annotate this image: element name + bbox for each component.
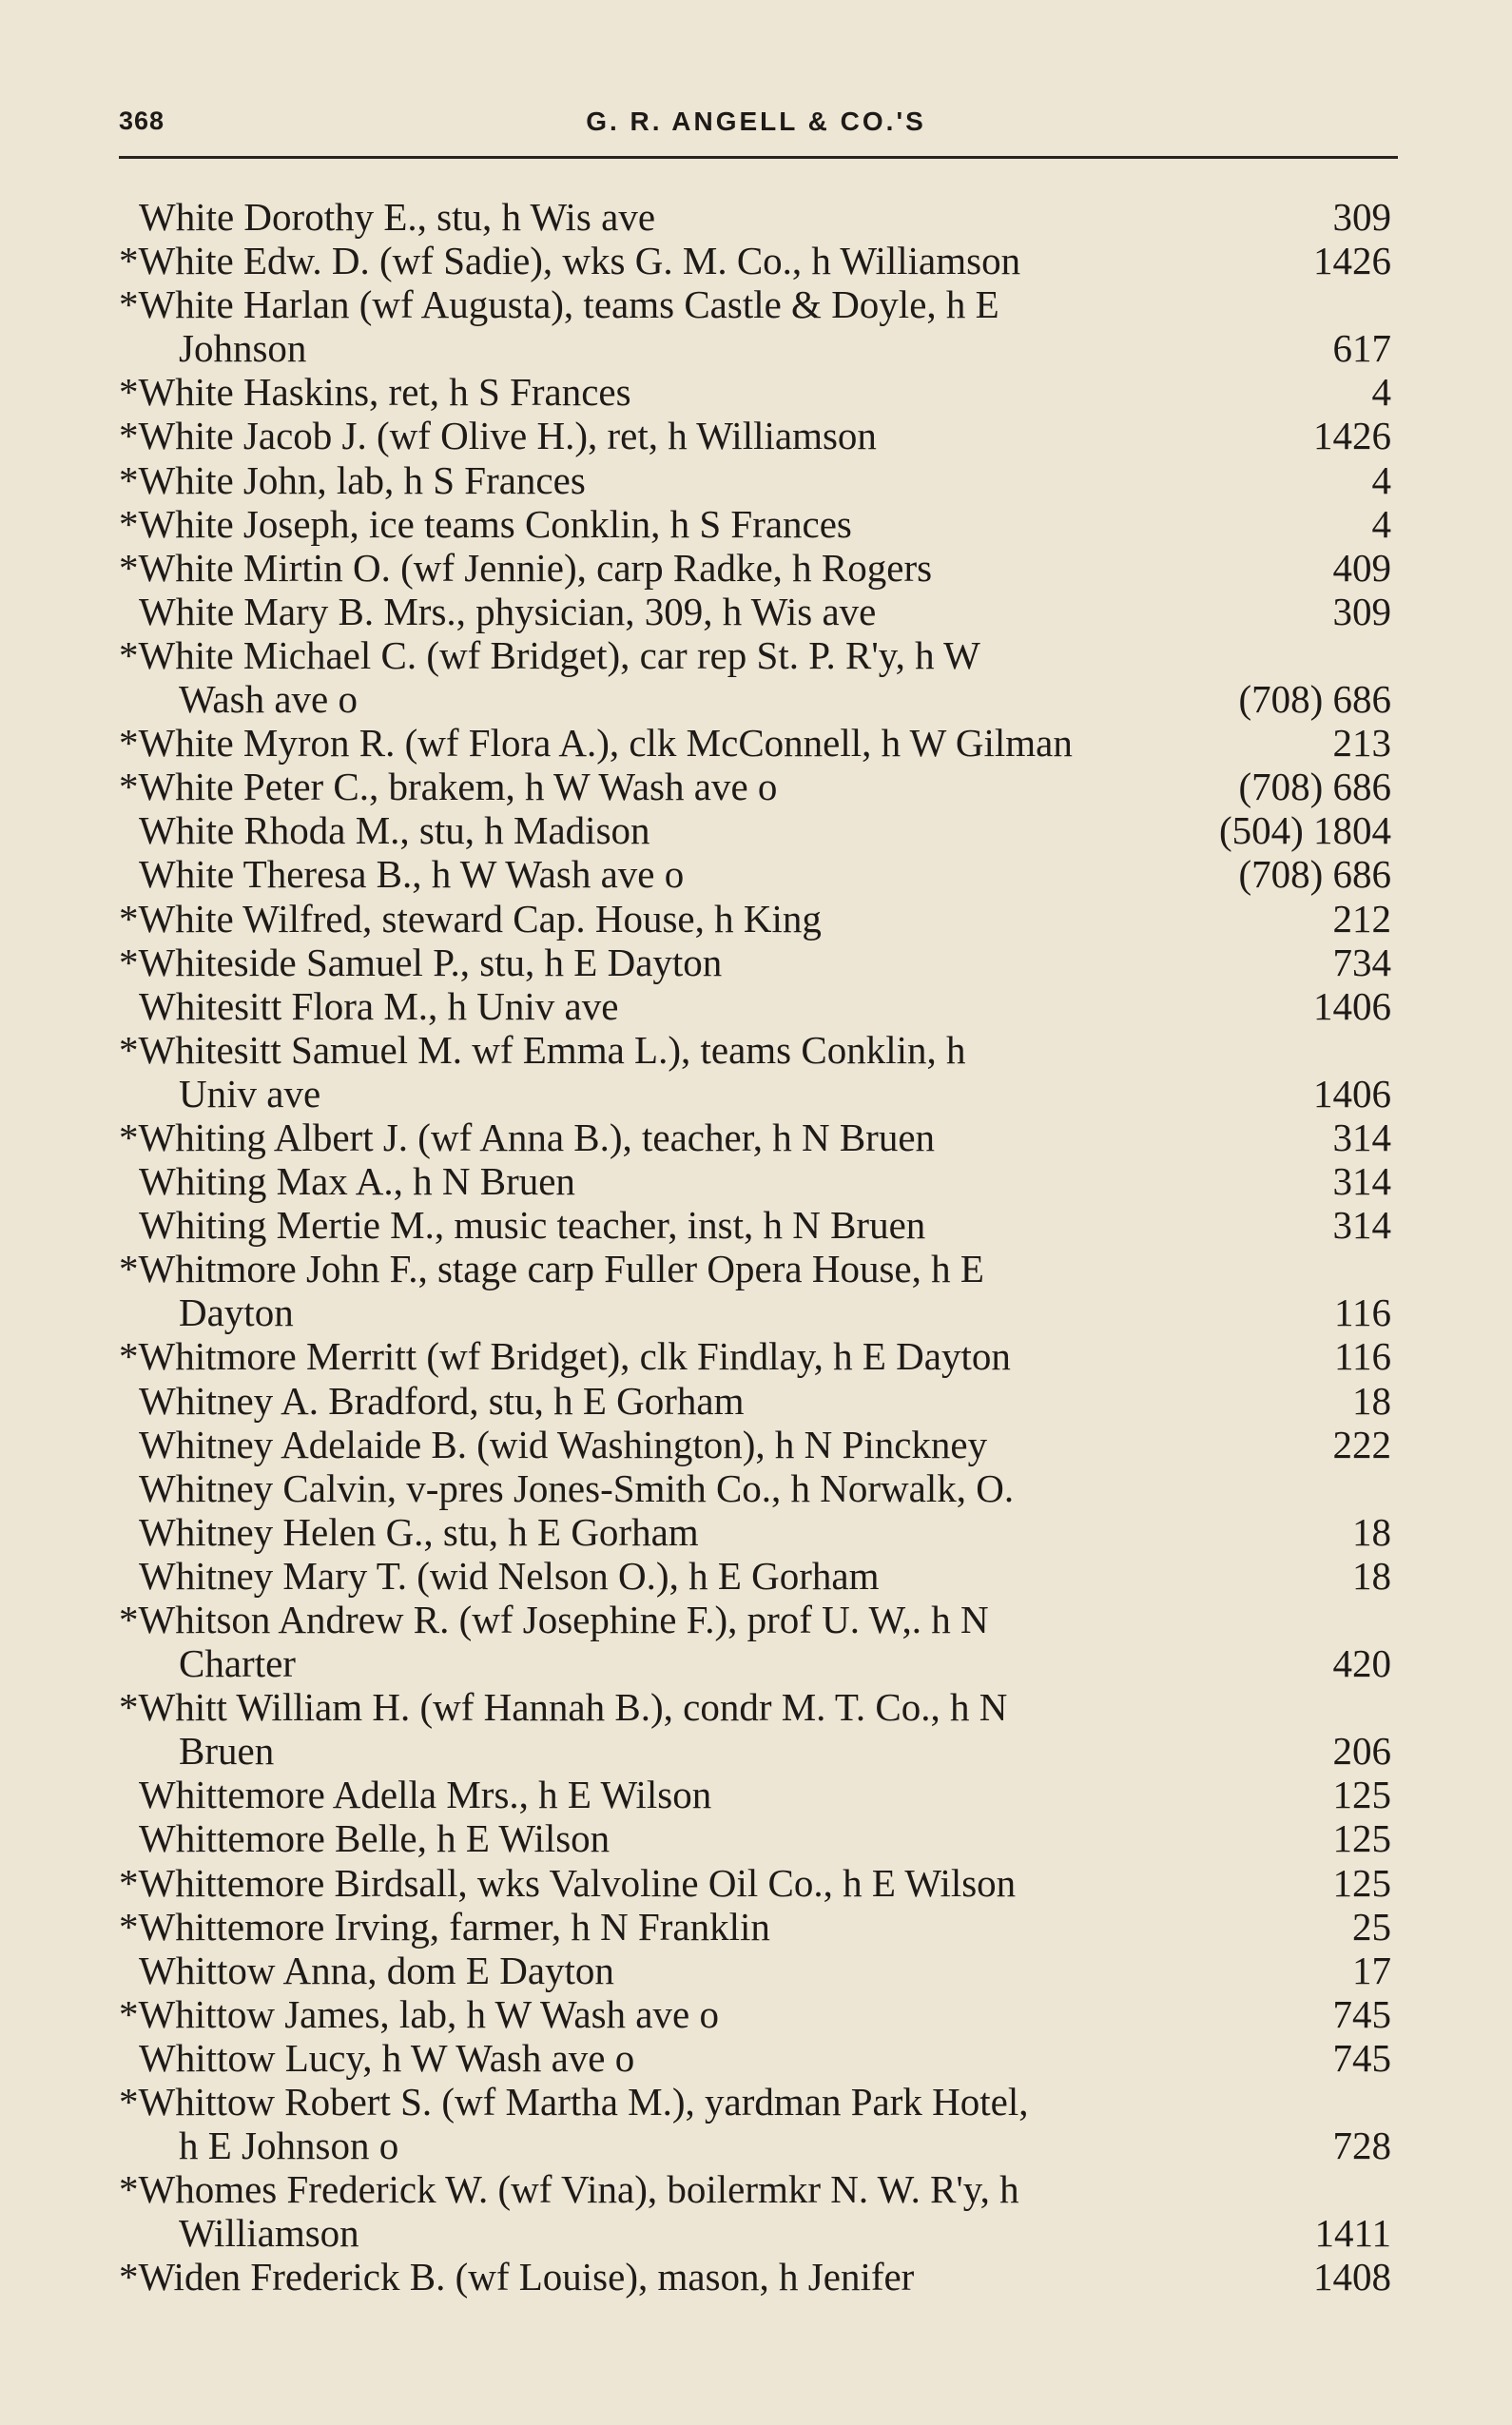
- directory-entries: [0, 195, 1512, 2299]
- entry-text: *White Wilfred, steward Cap. House, h King: [119, 896, 822, 941]
- directory-entry: [0, 633, 1512, 677]
- directory-entry: [0, 897, 1512, 941]
- directory-entry: [0, 1510, 1512, 1554]
- entry-number: 116: [1334, 1334, 1391, 1379]
- entry-text: White Theresa B., h W Wash ave o: [139, 852, 685, 897]
- directory-entry: [0, 1641, 1512, 1685]
- entry-text: Charter: [179, 1641, 296, 1686]
- entry-number: 745: [1332, 2035, 1391, 2080]
- entry-text: *Whittow James, lab, h W Wash ave o: [119, 1991, 719, 2036]
- entry-text: *Whittow Robert S. (wf Martha M.), yardman Park Hotel,: [119, 2080, 1029, 2124]
- directory-entry: [0, 546, 1512, 590]
- entry-number: (708) 686: [1238, 677, 1391, 722]
- entry-number: 18: [1352, 1378, 1391, 1423]
- directory-entry: [0, 1554, 1512, 1598]
- entry-text: *Whitesitt Samuel M. wf Emma L.), teams Conklin, h: [119, 1027, 966, 1072]
- entry-number: 1426: [1313, 239, 1391, 283]
- entry-number: (708) 686: [1238, 852, 1391, 897]
- directory-entry: [0, 1816, 1512, 1860]
- entry-text: Whittemore Belle, h E Wilson: [139, 1816, 611, 1861]
- entry-text: Whiting Mertie M., music teacher, inst, h N Bruen: [139, 1203, 926, 1248]
- entry-text: Whitney Helen G., stu, h E Gorham: [139, 1509, 699, 1554]
- directory-entry: [0, 1203, 1512, 1247]
- directory-entry: [0, 590, 1512, 633]
- entry-number: 4: [1371, 370, 1391, 415]
- entry-text: White Mary B. Mrs., physician, 309, h Wis ave: [139, 589, 877, 633]
- entry-number: 309: [1332, 195, 1391, 239]
- entry-number: 125: [1332, 1860, 1391, 1905]
- directory-entry: [0, 677, 1512, 721]
- entry-number: 420: [1332, 1641, 1391, 1686]
- entry-text: *White Jacob J. (wf Olive H.), ret, h Williamson: [119, 414, 877, 458]
- entry-number: 222: [1332, 1422, 1391, 1466]
- entry-number: 314: [1332, 1203, 1391, 1248]
- entry-text: *Whitmore Merritt (wf Bridget), clk Findlay, h E Dayton: [119, 1334, 1011, 1379]
- directory-entry: [0, 2124, 1512, 2167]
- entry-text: *White Michael C. (wf Bridget), car rep St. P. R'y, h W: [119, 632, 980, 677]
- directory-entry: [0, 2211, 1512, 2255]
- entry-number: 25: [1352, 1904, 1391, 1949]
- entry-number: (708) 686: [1238, 765, 1391, 809]
- entry-number: 1426: [1313, 414, 1391, 458]
- directory-entry: [0, 1773, 1512, 1816]
- entry-text: Univ ave: [179, 1071, 321, 1116]
- entry-text: *White John, lab, h S Frances: [119, 457, 586, 502]
- entry-text: *Whittemore Irving, farmer, h N Franklin: [119, 1904, 770, 1949]
- entry-number: 617: [1332, 326, 1391, 371]
- directory-entry: [0, 1466, 1512, 1510]
- directory-entry: [0, 765, 1512, 808]
- entry-number: 18: [1352, 1509, 1391, 1554]
- directory-entry: [0, 1334, 1512, 1378]
- directory-entry: [0, 1729, 1512, 1773]
- directory-entry: [0, 1159, 1512, 1203]
- directory-entry: [0, 282, 1512, 326]
- directory-entry: [0, 2036, 1512, 2080]
- directory-entry: [0, 1423, 1512, 1466]
- directory-entry: [0, 1028, 1512, 1072]
- header-rule: [119, 156, 1398, 159]
- directory-entry: [0, 721, 1512, 765]
- entry-number: 728: [1332, 2124, 1391, 2168]
- entry-text: *Whitmore John F., stage carp Fuller Opera House, h E: [119, 1247, 984, 1291]
- directory-entry: [0, 1379, 1512, 1423]
- entry-number: 213: [1332, 721, 1391, 766]
- entry-number: 206: [1332, 1729, 1391, 1774]
- entry-text: *Whiting Albert J. (wf Anna B.), teacher, h N Bruen: [119, 1115, 936, 1159]
- directory-entry: [0, 239, 1512, 282]
- entry-text: *Whiteside Samuel P., stu, h E Dayton: [119, 940, 723, 984]
- running-head: G. R. ANGELL & CO.'S: [586, 107, 926, 136]
- directory-entry: [0, 1949, 1512, 1992]
- entry-text: Johnson: [179, 326, 307, 371]
- entry-text: *White Haskins, ret, h S Frances: [119, 370, 631, 415]
- entry-text: *Whitson Andrew R. (wf Josephine F.), prof U. W,. h N: [119, 1598, 989, 1641]
- directory-entry: [0, 1116, 1512, 1159]
- directory-entry: [0, 195, 1512, 239]
- entry-text: Whitney Adelaide B. (wid Washington), h N Pinckney: [139, 1422, 988, 1466]
- entry-number: 125: [1332, 1816, 1391, 1861]
- entry-text: *White Myron R. (wf Flora A.), clk McConnell, h W Gilman: [119, 721, 1073, 766]
- entry-text: Whitney Mary T. (wid Nelson O.), h E Gorham: [139, 1553, 880, 1598]
- entry-text: Whitesitt Flora M., h Univ ave: [139, 983, 619, 1028]
- entry-text: Whittow Anna, dom E Dayton: [139, 1948, 614, 1992]
- entry-number: 734: [1332, 940, 1391, 984]
- entry-text: *White Joseph, ice teams Conklin, h S Frances: [119, 501, 852, 546]
- entry-text: Whiting Max A., h N Bruen: [139, 1159, 575, 1204]
- directory-entry: [0, 502, 1512, 546]
- entry-number: 1406: [1313, 983, 1391, 1028]
- directory-entry: [0, 414, 1512, 457]
- entry-number: 1406: [1313, 1071, 1391, 1116]
- entry-text: *White Harlan (wf Augusta), teams Castle & Doyle, h E: [119, 282, 999, 327]
- directory-entry: [0, 326, 1512, 370]
- entry-text: *Whitt William H. (wf Hannah B.), condr M. T. Co., h N: [119, 1685, 1008, 1730]
- entry-number: 4: [1371, 457, 1391, 502]
- directory-entry: [0, 1685, 1512, 1729]
- entry-text: White Rhoda M., stu, h Madison: [139, 808, 650, 853]
- entry-number: 116: [1334, 1290, 1391, 1335]
- entry-number: 4: [1371, 501, 1391, 546]
- directory-entry: [0, 1905, 1512, 1949]
- directory-entry: [0, 2255, 1512, 2299]
- entry-text: *White Peter C., brakem, h W Wash ave o: [119, 765, 778, 809]
- entry-text: Williamson: [179, 2211, 359, 2256]
- directory-entry: [0, 1598, 1512, 1641]
- entry-text: Bruen: [179, 1729, 275, 1774]
- directory-entry: [0, 370, 1512, 414]
- entry-number: 1411: [1314, 2211, 1391, 2256]
- entry-number: (504) 1804: [1218, 808, 1391, 853]
- directory-entry: [0, 941, 1512, 984]
- directory-entry: [0, 1072, 1512, 1116]
- directory-entry: [0, 984, 1512, 1028]
- directory-entry: [0, 2167, 1512, 2211]
- entry-text: *Whomes Frederick W. (wf Vina), boilermkr N. W. R'y, h: [119, 2167, 1019, 2212]
- directory-entry: [0, 458, 1512, 502]
- entry-number: 18: [1352, 1553, 1391, 1598]
- entry-number: 314: [1332, 1115, 1391, 1159]
- entry-number: 314: [1332, 1159, 1391, 1204]
- page-number: 368: [119, 107, 165, 135]
- entry-number: 1408: [1313, 2255, 1391, 2299]
- entry-number: 409: [1332, 545, 1391, 590]
- entry-number: 309: [1332, 589, 1391, 633]
- entry-number: 17: [1352, 1948, 1391, 1992]
- entry-text: Wash ave o: [179, 677, 358, 722]
- entry-text: Whitney A. Bradford, stu, h E Gorham: [139, 1378, 745, 1423]
- entry-text: *Whittemore Birdsall, wks Valvoline Oil Co., h E Wilson: [119, 1860, 1017, 1905]
- entry-text: *White Mirtin O. (wf Jennie), carp Radke, h Rogers: [119, 545, 933, 590]
- entry-number: 125: [1332, 1773, 1391, 1817]
- directory-entry: [0, 1290, 1512, 1334]
- entry-text: Dayton: [179, 1290, 294, 1335]
- directory-entry: [0, 1247, 1512, 1290]
- directory-entry: [0, 808, 1512, 852]
- entry-text: Whittemore Adella Mrs., h E Wilson: [139, 1773, 712, 1817]
- entry-text: *Widen Frederick B. (wf Louise), mason, h Jenifer: [119, 2255, 915, 2299]
- directory-entry: [0, 2080, 1512, 2124]
- entry-number: 745: [1332, 1991, 1391, 2036]
- entry-number: 212: [1332, 896, 1391, 941]
- entry-text: White Dorothy E., stu, h Wis ave: [139, 195, 656, 239]
- directory-entry: [0, 1861, 1512, 1905]
- entry-text: *White Edw. D. (wf Sadie), wks G. M. Co., h Williamson: [119, 239, 1021, 283]
- directory-entry: [0, 1992, 1512, 2036]
- entry-text: Whittow Lucy, h W Wash ave o: [139, 2035, 635, 2080]
- entry-text: Whitney Calvin, v-pres Jones-Smith Co., h Norwalk, O.: [139, 1465, 1015, 1510]
- entry-text: h E Johnson o: [179, 2124, 399, 2168]
- directory-entry: [0, 852, 1512, 896]
